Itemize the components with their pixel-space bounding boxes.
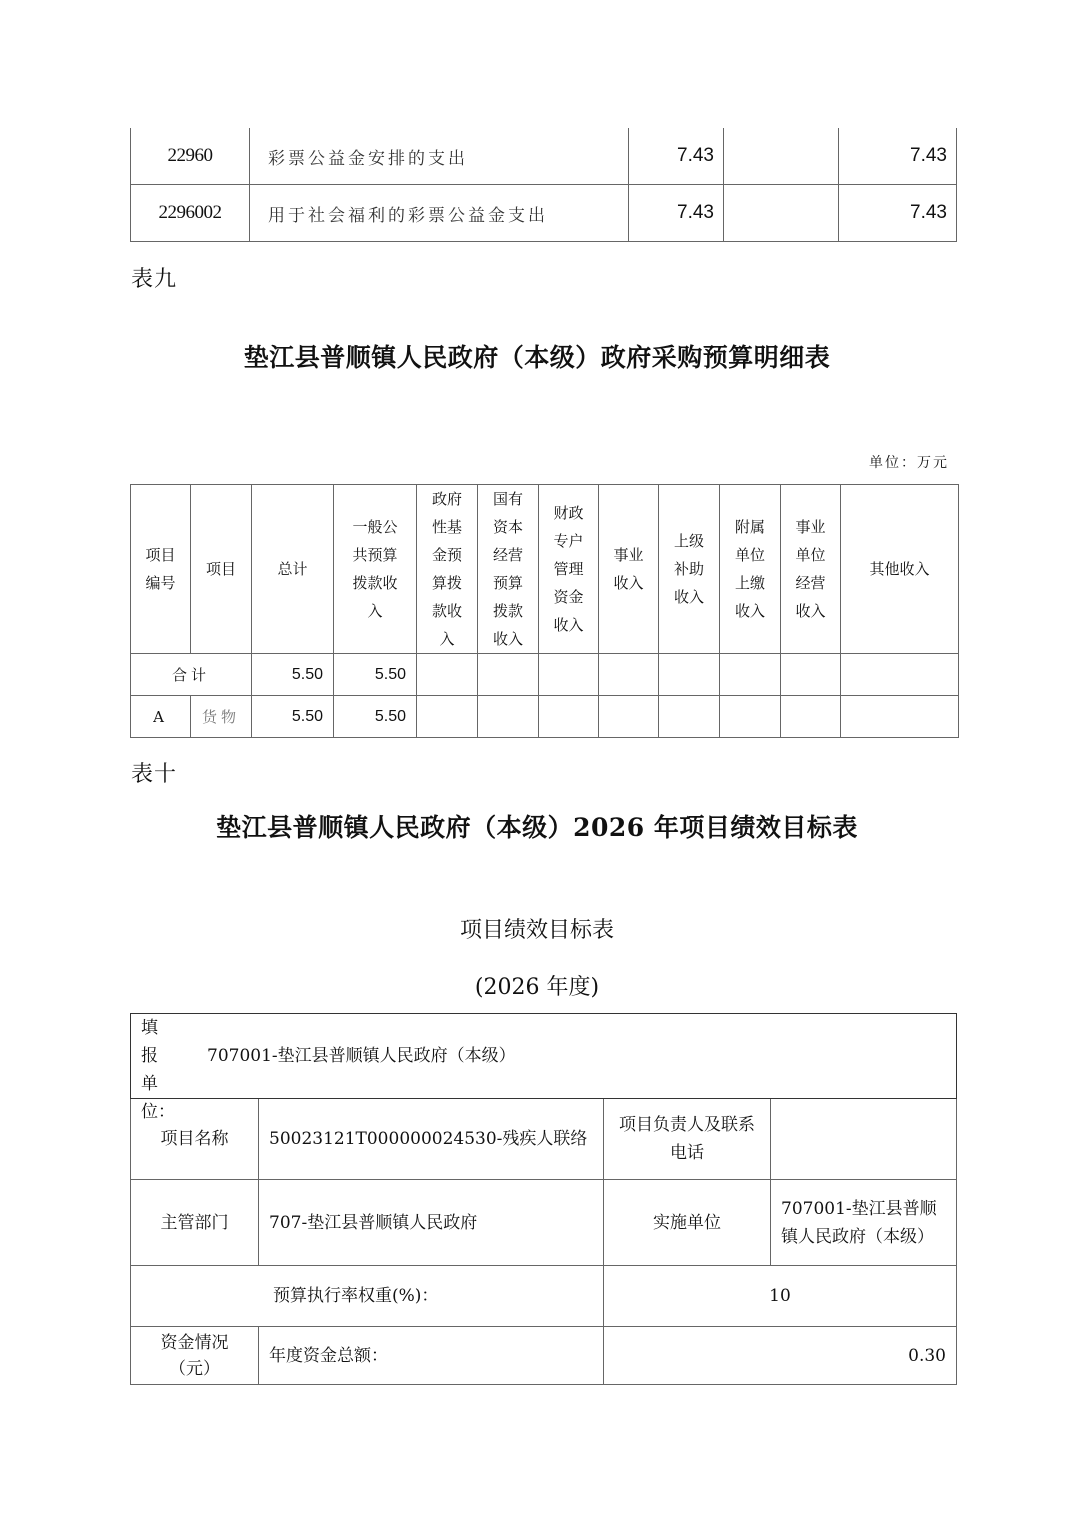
header-line: 算拨 [431, 574, 462, 592]
header-line: 收入 [492, 630, 523, 648]
header-line: 预算 [492, 574, 523, 592]
header-line: 政府 [431, 490, 462, 508]
empty-cell [417, 654, 478, 696]
header-row [131, 485, 959, 654]
project-name-value: 50023121T000000024530-残疾人联络 [259, 1099, 604, 1180]
header-line: 总计 [277, 560, 308, 578]
empty-cell [599, 654, 659, 696]
empty-cell [781, 654, 841, 696]
funds-row [131, 1327, 957, 1385]
header-line: 编号 [145, 574, 176, 592]
annual-total-label: 年度资金总额： [259, 1327, 604, 1385]
amount-cell: 7.43 [839, 185, 957, 242]
header-fiscal-account [539, 485, 599, 654]
header-total [252, 485, 334, 654]
total-label: 合计 [131, 654, 252, 696]
empty-cell [841, 654, 959, 696]
header-line: 项目 [205, 560, 236, 578]
header-line: 经营 [795, 574, 826, 592]
amount-cell [724, 128, 839, 185]
amount-cell [724, 185, 839, 242]
header-line: 收入 [673, 588, 704, 606]
fill-unit-label [141, 1014, 175, 1126]
header-line: 财政 [553, 504, 584, 522]
item-code: A [131, 696, 191, 738]
header-line: 其他收入 [869, 560, 930, 578]
header-line: 资金 [553, 588, 584, 606]
header-line: 收入 [613, 574, 644, 592]
header-superior-subsidy [659, 485, 720, 654]
table10-subtitle: 项目绩效目标表 [459, 918, 614, 943]
subject-name: 彩票公益金安排的支出 [250, 128, 629, 185]
header-line: 收入 [734, 602, 765, 620]
total-row [131, 654, 959, 696]
header-line: 一般公 [352, 518, 398, 536]
header-line: 共预算 [352, 546, 398, 564]
header-business-income [599, 485, 659, 654]
header-line: 专户 [553, 532, 584, 550]
header-line: 补助 [673, 560, 704, 578]
header-line: 入 [367, 602, 383, 620]
table9-label: 表九 [131, 267, 178, 292]
weight-value: 10 [604, 1266, 957, 1327]
header-line: 事业 [613, 546, 644, 564]
impl-label: 实施单位 [604, 1180, 771, 1266]
header-line: 事业 [795, 518, 826, 536]
amount-cell: 7.43 [629, 128, 724, 185]
total-amount: 5.50 [252, 654, 334, 696]
table10-title: 垫江县普顺镇人民政府（本级）2026 年项目绩效目标表 [216, 813, 858, 842]
project-name-label: 项目名称 [131, 1099, 259, 1180]
header-line: 单位 [795, 546, 826, 564]
empty-cell [417, 696, 478, 738]
header-line: 性基 [431, 518, 462, 536]
dept-value: 707-垫江县普顺镇人民政府 [259, 1180, 604, 1266]
contact-label: 项目负责人及联系电话 [604, 1099, 771, 1180]
header-line: 资本 [492, 518, 523, 536]
header-line: 国有 [492, 490, 523, 508]
total-amount: 5.50 [252, 696, 334, 738]
header-gov-fund [417, 485, 478, 654]
subject-code: 2296002 [131, 185, 250, 242]
header-unit-operating [781, 485, 841, 654]
header-line: 附属 [734, 518, 765, 536]
empty-cell [659, 696, 720, 738]
header-line: 经营 [492, 546, 523, 564]
header-line: 项目 [145, 546, 176, 564]
funds-label: 资金情况（元） [131, 1327, 259, 1385]
item-name: 货物 [191, 696, 252, 738]
header-line: 上缴 [734, 574, 765, 592]
header-line: 金预 [431, 546, 462, 564]
label-line: 位： [141, 1102, 175, 1122]
empty-cell [599, 696, 659, 738]
header-line: 拨款 [492, 602, 523, 620]
header-line: 拨款收 [352, 574, 398, 592]
header-line: 上级 [673, 532, 704, 550]
procurement-budget-table [130, 484, 959, 738]
empty-cell [539, 696, 599, 738]
header-other-income [841, 485, 959, 654]
empty-cell [478, 696, 539, 738]
dept-label: 主管部门 [131, 1180, 259, 1266]
dept-row [131, 1180, 957, 1266]
table-row [131, 128, 957, 185]
header-line: 单位 [734, 546, 765, 564]
header-affiliated-unit [720, 485, 781, 654]
weight-label: 预算执行率权重(%)： [131, 1266, 604, 1327]
empty-cell [781, 696, 841, 738]
fill-unit-value: 707001-垫江县普顺镇人民政府（本级） [207, 1046, 516, 1066]
amount-cell: 7.43 [629, 185, 724, 242]
header-item [191, 485, 252, 654]
table10-label: 表十 [131, 762, 178, 787]
subject-name: 用于社会福利的彩票公益金支出 [250, 185, 629, 242]
empty-cell [478, 654, 539, 696]
header-general-budget [334, 485, 417, 654]
label-line: 单 [141, 1074, 158, 1094]
header-line: 收入 [795, 602, 826, 620]
amount-cell: 7.43 [839, 128, 957, 185]
contact-value [771, 1099, 957, 1180]
unit-label: 单位：万元 [869, 455, 949, 471]
empty-cell [659, 654, 720, 696]
label-line: 填报 [141, 1018, 158, 1066]
table9-title: 垫江县普顺镇人民政府（本级）政府采购预算明细表 [243, 343, 831, 372]
empty-cell [539, 654, 599, 696]
subject-code: 22960 [131, 128, 250, 185]
header-state-capital [478, 485, 539, 654]
empty-cell [841, 696, 959, 738]
lottery-expense-table [130, 128, 957, 242]
general-budget-amount: 5.50 [334, 696, 417, 738]
header-line: 管理 [553, 560, 584, 578]
table-row [131, 185, 957, 242]
table10-year: (2026 年度) [474, 975, 600, 1000]
weight-row [131, 1266, 957, 1327]
table-row [131, 696, 959, 738]
header-item-code [131, 485, 191, 654]
header-line: 入 [439, 630, 455, 648]
header-line: 收入 [553, 616, 584, 634]
performance-target-table [130, 1013, 957, 1385]
header-line: 款收 [431, 602, 462, 620]
general-budget-amount: 5.50 [334, 654, 417, 696]
annual-total-value: 0.30 [604, 1327, 957, 1385]
impl-value: 707001-垫江县普顺镇人民政府（本级） [771, 1180, 957, 1266]
project-name-row [131, 1099, 957, 1180]
empty-cell [720, 696, 781, 738]
empty-cell [720, 654, 781, 696]
fill-unit-row [131, 1014, 957, 1099]
